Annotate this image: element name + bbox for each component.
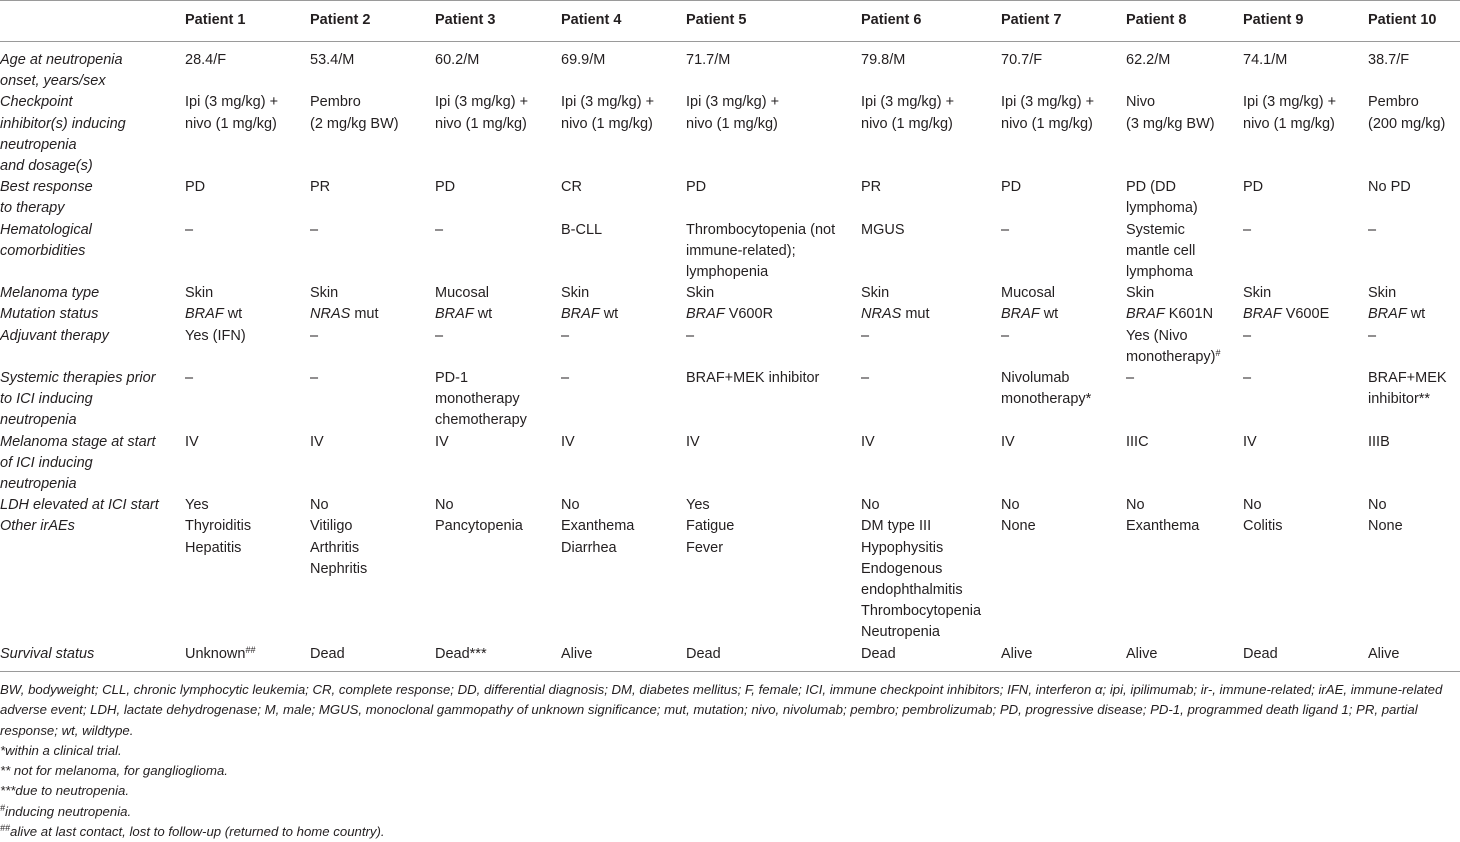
mutation-value: wt bbox=[599, 306, 619, 323]
table-row bbox=[0, 220, 1460, 284]
table-row bbox=[0, 283, 1460, 304]
gene-name: NRAS bbox=[861, 306, 902, 323]
row-label: LDH elevated at ICI start bbox=[0, 497, 159, 514]
table-cell: Pembro (200 mg/kg) bbox=[1368, 94, 1446, 132]
table-cell: 74.1/M bbox=[1243, 52, 1288, 68]
table-cell: No bbox=[1368, 497, 1387, 514]
table-cell: Dead bbox=[861, 644, 1001, 672]
table-cell: CR bbox=[561, 179, 582, 196]
footnote-double-hash-text: alive at last contact, lost to follow-up (returned to home country). bbox=[10, 824, 385, 840]
table-cell: BRAF+MEK inhibitor bbox=[686, 370, 820, 387]
table-cell: Dead*** bbox=[435, 644, 561, 672]
row-label: Adjuvant therapy bbox=[0, 327, 109, 344]
footnote-double-hash-marker: ## bbox=[0, 823, 11, 834]
table-cell: Colitis bbox=[1243, 518, 1283, 535]
table-cell bbox=[1368, 304, 1460, 325]
table-cell: PR bbox=[861, 179, 882, 196]
header-cell-patient: Patient 7 bbox=[1001, 1, 1126, 42]
row-label: Age at neutropenia onset, years/sex bbox=[0, 52, 123, 90]
header-cell-patient: Patient 2 bbox=[310, 1, 435, 42]
gene-name: BRAF bbox=[1126, 306, 1165, 323]
table-cell: – bbox=[1368, 221, 1377, 238]
table-cell: Skin bbox=[185, 285, 214, 302]
table-cell: Ipi (3 mg/kg) + nivo (1 mg/kg) bbox=[1243, 94, 1337, 132]
mutation-value: wt bbox=[1039, 306, 1059, 323]
table-cell: Fatigue Fever bbox=[686, 518, 735, 556]
abbreviations-note: BW, bodyweight; CLL, chronic lymphocytic leukemia; CR, complete response; DD, differential diagnosis; DM, diabetes mellitus; F, female; ICI, immune checkpoint inhibitors; IFN, interferon α; ipi, ipilimumab; ir-, immune-related; irAE, immune-related adverse event; LDH, lactate dehydrogenase; M, male; MGUS, monoclonal gammopathy of unknown significance; mut, mutation; nivo, nivolumab; pembro; pembrolizumab; PD, progressive disease; PD-1, programmed death ligand 1; PR, partial response; wt, wildtype. bbox=[0, 682, 1443, 738]
table-cell: 70.7/F bbox=[1001, 52, 1043, 68]
table-cell: IIIB bbox=[1368, 433, 1390, 450]
table-cell: Mucosal bbox=[435, 285, 489, 302]
table-cell: Exanthema bbox=[1126, 518, 1200, 535]
table-row bbox=[0, 495, 1460, 516]
row-label: Survival status bbox=[0, 644, 185, 672]
table-cell: Nivolumab monotherapy* bbox=[1001, 370, 1092, 408]
table-cell: Thyroiditis Hepatitis bbox=[185, 518, 252, 556]
header-cell-patient: Patient 4 bbox=[561, 1, 686, 42]
table-cell: IV bbox=[185, 433, 199, 450]
gene-name: BRAF bbox=[1368, 306, 1407, 323]
table-cell: Skin bbox=[561, 285, 590, 302]
mutation-value: V600E bbox=[1281, 306, 1330, 323]
table-cell bbox=[1243, 304, 1368, 325]
table-cell: Thrombocytopenia (not immune-related); lymphopenia bbox=[686, 221, 836, 281]
table-cell: Ipi (3 mg/kg) + nivo (1 mg/kg) bbox=[561, 94, 655, 132]
table-cell: PD (DD lymphoma) bbox=[1126, 179, 1198, 217]
table-cell: – bbox=[185, 221, 194, 238]
table-cell: IV bbox=[861, 433, 875, 450]
row-label: Best response to therapy bbox=[0, 179, 93, 217]
table-cell: Skin bbox=[1243, 285, 1272, 302]
table-cell: No PD bbox=[1368, 179, 1411, 196]
table-cell: Ipi (3 mg/kg) + nivo (1 mg/kg) bbox=[435, 94, 529, 132]
table-cell: No bbox=[1001, 497, 1020, 514]
table-cell: – bbox=[561, 370, 570, 387]
row-label: Checkpoint inhibitor(s) inducing neutropenia and dosage(s) bbox=[0, 94, 126, 175]
table-row bbox=[0, 516, 1460, 643]
table-cell bbox=[1001, 304, 1126, 325]
header-cell-patient: Patient 5 bbox=[686, 1, 861, 42]
table-cell: – bbox=[1126, 370, 1135, 387]
header-cell-patient: Patient 8 bbox=[1126, 1, 1243, 42]
table-cell: – bbox=[861, 370, 870, 387]
gene-name: BRAF bbox=[435, 306, 474, 323]
row-label: Hematological comorbidities bbox=[0, 221, 92, 259]
footnote-marker: ## bbox=[245, 644, 256, 655]
table-cell: Mucosal bbox=[1001, 285, 1055, 302]
header-cell-patient: Patient 1 bbox=[185, 1, 310, 42]
table-cell: – bbox=[185, 370, 194, 387]
table-cell bbox=[1126, 326, 1243, 368]
table-cell: Yes bbox=[185, 497, 209, 514]
table-cell: Systemic mantle cell lymphoma bbox=[1126, 221, 1196, 281]
table-cell: IIIC bbox=[1126, 433, 1149, 450]
footnote-marker: # bbox=[1215, 347, 1221, 358]
table-cell: IV bbox=[1001, 433, 1015, 450]
gene-name: BRAF bbox=[1243, 306, 1282, 323]
table-cell: Ipi (3 mg/kg) + nivo (1 mg/kg) bbox=[686, 94, 780, 132]
table-cell bbox=[861, 304, 1001, 325]
table-cell: Skin bbox=[1368, 285, 1397, 302]
table-cell: Yes (IFN) bbox=[185, 327, 246, 344]
row-label: Systemic therapies prior to ICI inducing neutropenia bbox=[0, 370, 156, 429]
table-cell: Dead bbox=[1243, 644, 1368, 672]
table-cell: – bbox=[1243, 370, 1252, 387]
mutation-value: wt bbox=[223, 306, 243, 323]
table-cell: – bbox=[1243, 221, 1252, 238]
table-cell bbox=[686, 304, 861, 325]
table-row bbox=[0, 304, 1460, 325]
table-cell bbox=[561, 304, 686, 325]
mutation-value: mut bbox=[901, 306, 930, 323]
table-cell: IV bbox=[686, 433, 700, 450]
table-footnotes bbox=[0, 680, 1460, 842]
table-cell: – bbox=[1243, 327, 1252, 344]
table-cell: DM type III Hypophysitis Endogenous endophthalmitis Thrombocytopenia Neutropenia bbox=[861, 518, 982, 641]
table-row bbox=[0, 326, 1460, 368]
table-cell: Skin bbox=[861, 285, 890, 302]
gene-name: BRAF bbox=[561, 306, 600, 323]
table-row bbox=[0, 432, 1460, 496]
table-row bbox=[0, 644, 1460, 672]
table-cell: Alive bbox=[1126, 644, 1243, 672]
table-cell bbox=[185, 304, 310, 325]
table-cell: Skin bbox=[686, 285, 715, 302]
table-cell: PD bbox=[686, 179, 707, 196]
table-cell: None bbox=[1368, 518, 1403, 535]
table-cell: IV bbox=[1243, 433, 1257, 450]
table-cell: Dead bbox=[686, 644, 861, 672]
header-cell-patient: Patient 6 bbox=[861, 1, 1001, 42]
cell-text: Yes (Nivo monotherapy) bbox=[1126, 327, 1216, 365]
table-cell bbox=[435, 304, 561, 325]
table-cell: PD bbox=[1243, 179, 1264, 196]
footnote-hash-marker: # bbox=[0, 802, 6, 813]
cell-text: Unknown bbox=[185, 645, 246, 662]
table-cell: 28.4/F bbox=[185, 52, 227, 68]
table-cell: IV bbox=[561, 433, 575, 450]
table-cell: No bbox=[1126, 497, 1145, 514]
gene-name: NRAS bbox=[310, 306, 351, 323]
table-cell: PD bbox=[185, 179, 206, 196]
table-header bbox=[0, 1, 1460, 42]
gene-name: BRAF bbox=[686, 306, 725, 323]
table-cell: None bbox=[1001, 518, 1036, 535]
table-cell: MGUS bbox=[861, 221, 905, 238]
table-cell: No bbox=[310, 497, 329, 514]
table-cell: PR bbox=[310, 179, 331, 196]
footnote-double-star: ** not for melanoma, for ganglioglioma. bbox=[0, 763, 228, 779]
table-row bbox=[0, 42, 1460, 93]
table-cell: BRAF+MEK inhibitor** bbox=[1368, 370, 1447, 408]
table-cell: – bbox=[435, 221, 444, 238]
table-cell: Yes bbox=[686, 497, 710, 514]
table-cell: – bbox=[1001, 221, 1010, 238]
table-cell: Ipi (3 mg/kg) + nivo (1 mg/kg) bbox=[185, 94, 279, 132]
table-row bbox=[0, 177, 1460, 219]
table-cell: 62.2/M bbox=[1126, 52, 1171, 68]
table-cell: No bbox=[561, 497, 580, 514]
table-cell: Alive bbox=[1001, 644, 1126, 672]
mutation-value: mut bbox=[350, 306, 379, 323]
table-cell: Alive bbox=[561, 644, 686, 672]
table-cell: – bbox=[861, 327, 870, 344]
gene-name: BRAF bbox=[1001, 306, 1040, 323]
table-body bbox=[0, 42, 1460, 672]
header-row bbox=[0, 1, 1460, 42]
header-cell-patient: Patient 3 bbox=[435, 1, 561, 42]
footnote-hash bbox=[0, 802, 1460, 822]
table-cell: 71.7/M bbox=[686, 52, 731, 68]
row-label: Other irAEs bbox=[0, 518, 75, 535]
table-cell: Ipi (3 mg/kg) + nivo (1 mg/kg) bbox=[861, 94, 955, 132]
table-cell: Nivo (3 mg/kg BW) bbox=[1126, 94, 1215, 132]
table-cell: PD-1 monotherapy chemotherapy bbox=[435, 370, 527, 429]
table-cell: IV bbox=[310, 433, 324, 450]
table-cell: – bbox=[310, 327, 319, 344]
header-cell-patient: Patient 9 bbox=[1243, 1, 1368, 42]
table-cell: Skin bbox=[1126, 285, 1155, 302]
table-cell: Skin bbox=[310, 285, 339, 302]
table-cell: 79.8/M bbox=[861, 52, 906, 68]
table-cell: – bbox=[1368, 327, 1377, 344]
table-row bbox=[0, 368, 1460, 432]
table-cell: No bbox=[1243, 497, 1262, 514]
table-cell: IV bbox=[435, 433, 449, 450]
row-label: Mutation status bbox=[0, 306, 99, 323]
table-cell: 69.9/M bbox=[561, 52, 606, 68]
table-row bbox=[0, 92, 1460, 177]
gene-name: BRAF bbox=[185, 306, 224, 323]
table-cell bbox=[1126, 304, 1243, 325]
table-cell bbox=[310, 304, 435, 325]
table-cell: Dead bbox=[310, 644, 435, 672]
footnote-double-hash bbox=[0, 822, 1460, 842]
table-cell: Alive bbox=[1368, 644, 1460, 672]
mutation-value: wt bbox=[1406, 306, 1426, 323]
footnote-hash-text: inducing neutropenia. bbox=[5, 803, 132, 819]
footnote-triple-star: ***due to neutropenia. bbox=[0, 783, 130, 799]
table-cell: – bbox=[310, 370, 319, 387]
table-cell: PD bbox=[1001, 179, 1022, 196]
table-cell: 53.4/M bbox=[310, 52, 355, 68]
mutation-value: wt bbox=[473, 306, 493, 323]
table-cell: – bbox=[310, 221, 319, 238]
table-cell: Ipi (3 mg/kg) + nivo (1 mg/kg) bbox=[1001, 94, 1095, 132]
table-cell bbox=[185, 644, 310, 672]
mutation-value: V600R bbox=[724, 306, 774, 323]
table-cell: No bbox=[861, 497, 880, 514]
table-cell: Pembro (2 mg/kg BW) bbox=[310, 94, 399, 132]
table-cell: Vitiligo Arthritis Nephritis bbox=[310, 518, 368, 577]
mutation-value: K601N bbox=[1164, 306, 1214, 323]
header-cell-label bbox=[0, 1, 185, 42]
table-cell: PD bbox=[435, 179, 456, 196]
table-cell: 38.7/F bbox=[1368, 52, 1410, 68]
row-label: Melanoma stage at start of ICI inducing neutropenia bbox=[0, 433, 156, 493]
table-cell: B-CLL bbox=[561, 221, 603, 238]
table-cell: No bbox=[435, 497, 454, 514]
row-label: Melanoma type bbox=[0, 285, 100, 302]
table-cell: – bbox=[1001, 327, 1010, 344]
table-cell: Pancytopenia bbox=[435, 518, 523, 535]
table-cell: – bbox=[686, 327, 695, 344]
table-cell: Exanthema Diarrhea bbox=[561, 518, 635, 556]
table-cell: – bbox=[435, 327, 444, 344]
header-cell-patient: Patient 10 bbox=[1368, 1, 1460, 42]
footnote-star: *within a clinical trial. bbox=[0, 742, 122, 758]
table-cell: – bbox=[561, 327, 570, 344]
table-cell: 60.2/M bbox=[435, 52, 480, 68]
